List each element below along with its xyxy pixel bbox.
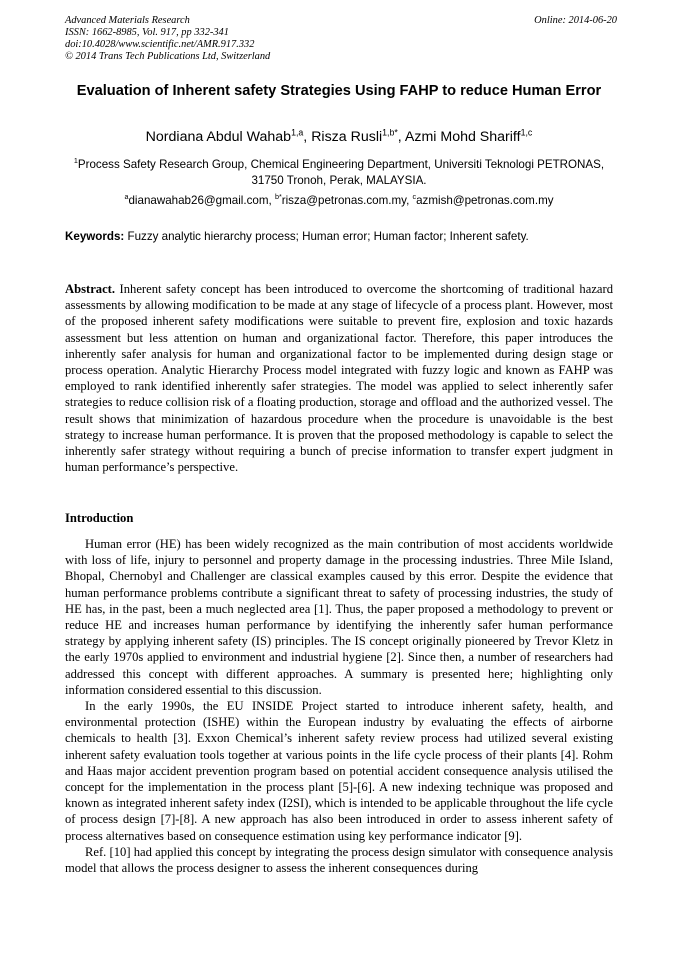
email-marker: b* [274, 192, 282, 202]
author-name: Azmi Mohd Shariff [404, 129, 521, 145]
email-marker: a [124, 192, 129, 202]
introduction-body [65, 536, 613, 876]
email-separator: , [268, 194, 275, 207]
abstract-text: Inherent safety concept has been introduced to overcome the shortcoming of traditional hazard assessments by allowing modification to be made at any stage of lifecycle of a process plant. However, most of the proposed inherent safety modifications were suitable to prevent fire, explosion and toxic hazards assessment but less attention on human and organizational factor. Therefore, this paper introduces the inherently safer analysis for human and organizational factor to be implemented during design stage or process operation. Analytic Hierarchy Process model integrated with fuzzy logic and known as FAHP was employed to rank identified inherently safer strategies. The model was applied to select inherently safer strategies to reduce collision risk of a floating production, storage and offload and the authorized vessel. The result shows that minimization of hazardous procedure when the procedure is unavoidable is the best strategy to increase human performance. It is proven that the proposed methodology is capable to select the inherently safer strategy without requiring a bunch of precise information to transfer expert judgment in human performance’s perspective. [65, 282, 613, 475]
email-list [40, 194, 638, 208]
keywords [65, 230, 625, 244]
paragraph: Human error (HE) has been widely recognized as the main contribution of most accidents worldwide with loss of life, injury to personnel and property damage in the processing industries. Three Mile Island, Bhopal, Chernobyl and Challenger are classical examples caused by this error. Despite the evidence that human performance problems contribute a significant threat to safety of processing industries, the study of HE has, in the past, been a much neglected area [1]. Thus, the paper proposed a methodology to prevent or reduce HE and increases human performance by identifying the inherently safer human performance strategy by applying inherent safety (IS) principles. The IS concept originally pioneered by Trevor Kletz in the early 1970s applied to environment and industrial hygiene [2]. Since then, a number of researchers had addressed this concept with different approaches. A summary is presented here; highlighting only information considered essential to this discussion. [65, 537, 613, 697]
journal-issn: ISSN: 1662-8985, Vol. 917, pp 332-341 [65, 27, 229, 38]
journal-copyright: © 2014 Trans Tech Publications Ltd, Switzerland [65, 51, 271, 62]
affiliation [60, 157, 618, 189]
affiliation-marker: 1 [73, 156, 78, 166]
journal-doi: doi:10.4028/www.scientific.net/AMR.917.332 [65, 39, 255, 50]
email-address: risza@petronas.com.my [281, 194, 407, 207]
email-address: azmish@petronas.com.my [416, 194, 554, 207]
abstract-label: Abstract. [65, 282, 116, 296]
journal-name: Advanced Materials Research [65, 15, 190, 26]
online-date: Online: 2014-06-20 [534, 15, 617, 26]
author-affiliation-marker: 1,c [520, 127, 533, 138]
email-address: dianawahab26@gmail.com [128, 194, 269, 207]
paragraph: In the early 1990s, the EU INSIDE Project started to introduce inherent safety, health, and environmental protection (ISHE) within the European industry by evaluating the effects of airborne chemicals to health [3]. Exxon Chemical’s inherent safety review process had utilized several existing inherent safety evaluation tools together at various points in the life cycle process of their plants [4]. Rohm and Haas major accident prevention program based on potential accident consequence analysis utilised the concept for the implementation in the process plant [5]-[6]. A new indexing technique was proposed and known as integrated inherent safety index (I2SI), which is intended to be applicable throughout the life cycle of process design [7]-[8]. A new approach has also been introduced in order to assess inherent safety of process alternatives based on consequence estimation using key performance indicator [9]. [65, 699, 614, 843]
email-marker: c [412, 192, 417, 202]
email-separator: , [406, 194, 413, 207]
author-separator: , [397, 129, 405, 145]
paragraph: Ref. [10] had applied this concept by integrating the process design simulator with consequence analysis model that allows the process designer to assess the inherent consequences during [65, 844, 613, 876]
abstract [65, 281, 613, 475]
author-separator: , [303, 129, 312, 145]
keywords-label: Keywords: [65, 230, 125, 243]
keywords-text: Fuzzy analytic hierarchy process; Human error; Human factor; Inherent safety. [124, 230, 529, 243]
affiliation-text: Process Safety Research Group, Chemical Engineering Department, Universiti Teknologi PETRONAS, 31750 Tronoh, Perak, MALAYSIA. [77, 158, 605, 187]
paper-title: Evaluation of Inherent safety Strategies Using FAHP to reduce Human Error [76, 83, 602, 99]
section-heading-introduction: Introduction [65, 511, 134, 525]
author-affiliation-marker: 1,b* [382, 127, 398, 138]
author-affiliation-marker: 1,a [291, 127, 304, 138]
author-name: Risza Rusli [311, 129, 383, 145]
author-list [40, 128, 638, 146]
author-name: Nordiana Abdul Wahab [145, 129, 292, 145]
journal-header [65, 15, 617, 63]
